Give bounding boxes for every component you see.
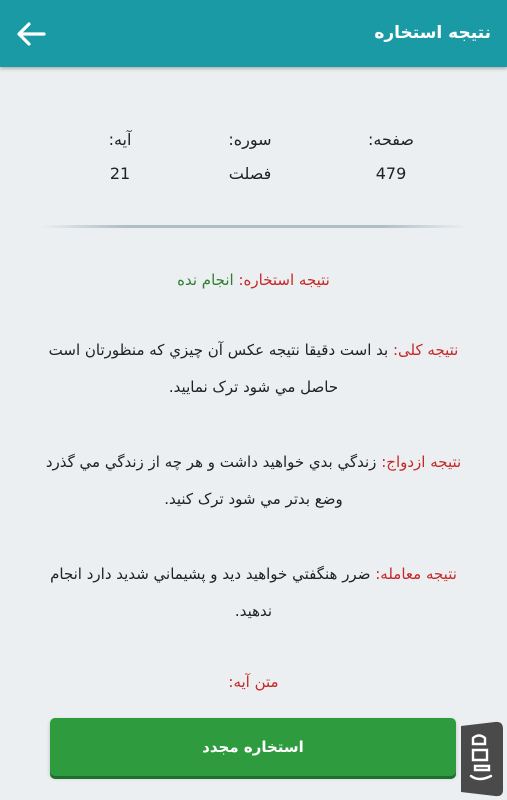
retry-button[interactable]: استخاره مجدد [50,718,456,776]
aye-label: آیه: [108,130,132,149]
general-text: بد است دقیقا نتیجه عکس آن چیزي که منظورتان است حاصل مي شود ترک نمایید. [48,341,389,396]
surah-value: فصلت [228,164,272,183]
trade-text: ضرر هنگفتي خواهید دید و پشیماني شدید دارد انجام ندهید. [50,565,371,620]
page-info [346,130,436,183]
verse-info [0,130,507,190]
general-result [36,332,471,406]
app-bar [0,0,507,67]
summary-label: نتیجه استخاره: [238,271,330,289]
trade-result [36,556,471,630]
result-content [36,262,471,701]
summary-value: انجام نده [177,271,234,289]
page-title: نتیجه استخاره [374,23,491,43]
page-value: 479 [375,164,407,183]
divider [40,225,467,228]
surah-info [205,130,295,183]
back-arrow-icon[interactable] [14,17,48,51]
general-label: نتیجه کلی: [392,341,459,359]
surah-label: سوره: [228,130,272,149]
summary-line [36,262,471,299]
aye-info [80,130,160,183]
marriage-text: زندگي بدي خواهید داشت و هر چه از زندگي مي گذرد وضع بدتر مي شود ترک کنید. [45,453,377,508]
page-label: صفحه: [368,130,414,149]
verse-text-heading [36,664,471,701]
store-badge-icon [459,720,505,798]
marriage-result [36,444,471,518]
marriage-label: نتیجه ازدواج: [381,453,462,471]
verse-label: متن آیه: [228,673,279,691]
trade-label: نتیجه معامله: [375,565,457,583]
aye-value: 21 [109,164,131,183]
